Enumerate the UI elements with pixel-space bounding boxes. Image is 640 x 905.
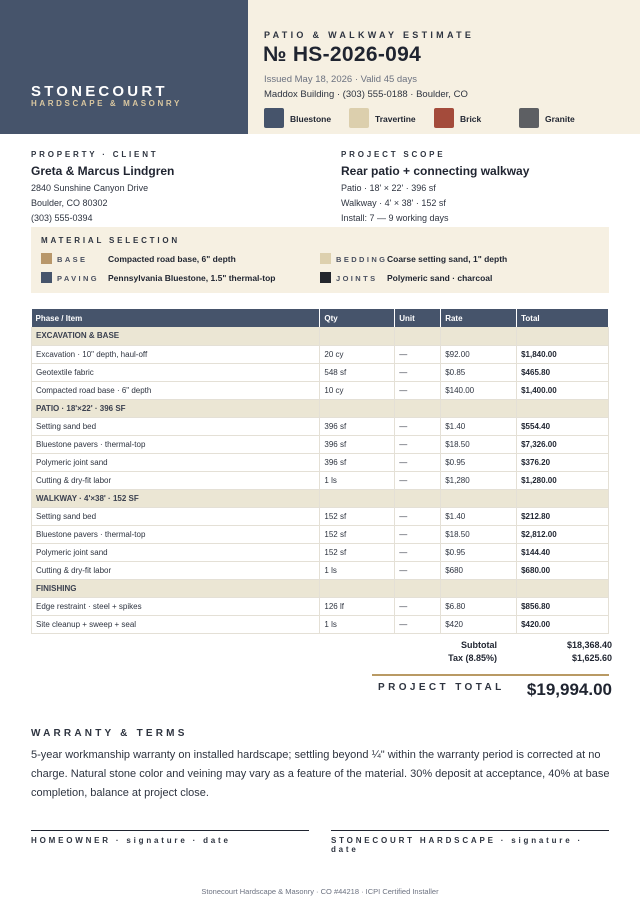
footer: Stonecourt Hardscape & Masonry · CO #44218 · ICPI Certified Installer: [201, 887, 439, 896]
cell-rate: $140.00: [441, 381, 517, 399]
cell-total: $465.80: [517, 363, 609, 381]
material-selection: [31, 227, 609, 293]
cell-item: Polymeric joint sand: [32, 543, 320, 561]
estimate-header: [248, 0, 640, 134]
cell-total: $7,326.00: [517, 435, 609, 453]
table-group-row: [32, 489, 609, 507]
material-kicker: MATERIAL SELECTION: [41, 236, 180, 245]
cell-total: $554.40: [517, 417, 609, 435]
material-bedding: [320, 253, 600, 265]
group-empty-cell: [517, 579, 609, 597]
group-empty-cell: [320, 489, 395, 507]
cell-rate: $18.50: [441, 435, 517, 453]
material-base: [41, 253, 301, 265]
cell-qty: 1 ls: [320, 615, 395, 633]
material-chip: [41, 272, 52, 283]
brand-panel: [0, 0, 248, 134]
cell-rate: $420: [441, 615, 517, 633]
cell-total: $376.20: [517, 453, 609, 471]
cell-unit: —: [395, 561, 441, 579]
brand-subtitle: HARDSCAPE & MASONRY: [31, 99, 182, 108]
cell-unit: —: [395, 381, 441, 399]
cell-qty: 152 sf: [320, 543, 395, 561]
table-group-row: [32, 399, 609, 417]
table-row: [32, 507, 609, 525]
cell-total: $1,400.00: [517, 381, 609, 399]
cell-total: $1,840.00: [517, 345, 609, 363]
group-empty-cell: [395, 579, 441, 597]
line-items-table: [31, 309, 609, 634]
swatch-granite: [519, 108, 539, 128]
cell-item: Setting sand bed: [32, 507, 320, 525]
cell-total: $1,280.00: [517, 471, 609, 489]
table-row: [32, 615, 609, 633]
cell-qty: 152 sf: [320, 507, 395, 525]
cell-qty: 396 sf: [320, 417, 395, 435]
project-total-label: PROJECT TOTAL: [378, 682, 505, 693]
group-empty-cell: [320, 399, 395, 417]
header-item: Phase / Item: [32, 309, 320, 327]
cell-rate: $92.00: [441, 345, 517, 363]
cell-rate: $0.95: [441, 543, 517, 561]
cell-unit: —: [395, 543, 441, 561]
table-row: [32, 597, 609, 615]
swatch-brick: [434, 108, 454, 128]
swatch-bluestone: [264, 108, 284, 128]
table-body: [32, 327, 609, 633]
cell-qty: 396 sf: [320, 435, 395, 453]
header-unit: Unit: [395, 309, 441, 327]
table-row: [32, 381, 609, 399]
group-label: WALKWAY · 4'×38' · 152 SF: [32, 489, 320, 507]
cell-unit: —: [395, 345, 441, 363]
table-row: [32, 363, 609, 381]
cell-unit: —: [395, 507, 441, 525]
cell-rate: $1.40: [441, 507, 517, 525]
cell-total: $856.80: [517, 597, 609, 615]
estimate-number: № HS-2026-094: [263, 43, 422, 66]
cell-item: Cutting & dry-fit labor: [32, 561, 320, 579]
cell-item: Bluestone pavers · thermal-top: [32, 525, 320, 543]
subtotal-row: [372, 640, 612, 653]
cell-unit: —: [395, 453, 441, 471]
material-chip: [320, 253, 331, 264]
table-group-row: [32, 327, 609, 345]
total-divider: [372, 674, 609, 676]
homeowner-signature-line[interactable]: HOMEOWNER · signature · date: [31, 830, 309, 845]
group-empty-cell: [320, 579, 395, 597]
cell-unit: —: [395, 525, 441, 543]
scope-install: Install: 7 — 9 working days: [341, 213, 449, 223]
project-total-value: $19,994.00: [526, 680, 612, 699]
material-paving: [41, 272, 311, 284]
table-row: [32, 435, 609, 453]
material-value: Coarse setting sand, 1" depth: [387, 254, 508, 264]
client-city-line: Boulder, CO 80302: [31, 198, 108, 208]
table-group-row: [32, 579, 609, 597]
table-header-row: [32, 309, 609, 327]
cell-qty: 396 sf: [320, 453, 395, 471]
group-empty-cell: [395, 399, 441, 417]
company-signature-line[interactable]: STONECOURT HARDSCAPE · signature · date: [331, 830, 609, 854]
cell-unit: —: [395, 417, 441, 435]
table-row: [32, 417, 609, 435]
group-empty-cell: [441, 399, 517, 417]
cell-unit: —: [395, 435, 441, 453]
warranty-terms: [31, 728, 611, 803]
warranty-kicker: WARRANTY & TERMS: [31, 728, 188, 739]
material-value: Polymeric sand · charcoal: [387, 273, 493, 283]
cell-qty: 20 cy: [320, 345, 395, 363]
cell-rate: $0.85: [441, 363, 517, 381]
estimate-client-line: Maddox Building · (303) 555-0188 · Boulder, CO: [264, 89, 468, 100]
group-label: FINISHING: [32, 579, 320, 597]
swatch-label: Travertine: [375, 114, 416, 124]
client-phone: (303) 555-0394: [31, 213, 93, 223]
cell-item: Excavation · 10" depth, haul-off: [32, 345, 320, 363]
subtotal-label: Subtotal: [461, 640, 497, 650]
cell-qty: 1 ls: [320, 471, 395, 489]
swatch-label: Granite: [545, 114, 575, 124]
scope-walkway: Walkway · 4' × 38' · 152 sf: [341, 198, 446, 208]
totals-summary: [372, 640, 612, 666]
cell-unit: —: [395, 363, 441, 381]
tax-value: $1,625.60: [571, 653, 612, 663]
warranty-text: 5-year workmanship warranty on installed hardscape; settling beyond ¼" within the warranty period is corrected at no charge. Natural stone color and veining may vary as a feature of the material. 30% deposit at acceptance, 40% at base completion, balance at project close.: [31, 749, 610, 799]
material-key: BEDDING: [336, 255, 388, 264]
table-row: [32, 525, 609, 543]
group-empty-cell: [441, 579, 517, 597]
property-kicker: PROPERTY · CLIENT: [31, 150, 159, 159]
swatch-row: [264, 108, 640, 130]
project-scope: [341, 150, 529, 223]
cell-unit: —: [395, 471, 441, 489]
cell-item: Compacted road base · 6" depth: [32, 381, 320, 399]
cell-item: Bluestone pavers · thermal-top: [32, 435, 320, 453]
cell-qty: 548 sf: [320, 363, 395, 381]
tax-row: [372, 653, 612, 666]
scope-kicker: PROJECT SCOPE: [341, 150, 446, 159]
material-value: Pennsylvania Bluestone, 1.5" thermal-top: [108, 273, 276, 283]
cell-item: Setting sand bed: [32, 417, 320, 435]
client-name: Greta & Marcus Lindgren: [31, 164, 175, 178]
tax-label: Tax (8.85%): [448, 653, 497, 663]
group-label: PATIO · 18'×22' · 396 SF: [32, 399, 320, 417]
cell-qty: 1 ls: [320, 561, 395, 579]
group-label: EXCAVATION & BASE: [32, 327, 320, 345]
property-client: [31, 150, 174, 223]
material-chip: [320, 272, 331, 283]
cell-total: $212.80: [517, 507, 609, 525]
cell-qty: 126 lf: [320, 597, 395, 615]
group-empty-cell: [517, 399, 609, 417]
scope-title: Rear patio + connecting walkway: [341, 164, 530, 178]
cell-item: Polymeric joint sand: [32, 453, 320, 471]
swatch-label: Brick: [460, 114, 482, 124]
material-key: JOINTS: [336, 274, 378, 283]
material-key: BASE: [57, 255, 88, 264]
header-qty: Qty: [320, 309, 395, 327]
material-key: PAVING: [57, 274, 100, 283]
material-chip: [41, 253, 52, 264]
cell-total: $2,812.00: [517, 525, 609, 543]
swatch-travertine: [349, 108, 369, 128]
table-row: [32, 453, 609, 471]
cell-total: $680.00: [517, 561, 609, 579]
material-joints: [320, 272, 600, 284]
cell-item: Site cleanup + sweep + seal: [32, 615, 320, 633]
cell-qty: 10 cy: [320, 381, 395, 399]
group-empty-cell: [517, 327, 609, 345]
cell-total: $144.40: [517, 543, 609, 561]
header-rate: Rate: [441, 309, 517, 327]
cell-rate: $1.40: [441, 417, 517, 435]
group-empty-cell: [320, 327, 395, 345]
cell-qty: 152 sf: [320, 525, 395, 543]
cell-unit: —: [395, 615, 441, 633]
table-row: [32, 543, 609, 561]
cell-rate: $1,280: [441, 471, 517, 489]
group-empty-cell: [395, 327, 441, 345]
header-total: Total: [517, 309, 609, 327]
table-row: [32, 561, 609, 579]
estimate-kicker: PATIO & WALKWAY ESTIMATE: [264, 30, 475, 40]
brand-name: STONECOURT: [31, 83, 168, 100]
scope-patio: Patio · 18' × 22' · 396 sf: [341, 183, 436, 193]
swatch-label: Bluestone: [290, 114, 332, 124]
cell-rate: $6.80: [441, 597, 517, 615]
material-value: Compacted road base, 6" depth: [108, 254, 236, 264]
group-empty-cell: [441, 489, 517, 507]
client-address-line: 2840 Sunshine Canyon Drive: [31, 183, 149, 193]
cell-item: Edge restraint · steel + spikes: [32, 597, 320, 615]
table-row: [32, 471, 609, 489]
cell-item: Cutting & dry-fit labor: [32, 471, 320, 489]
subtotal-value: $18,368.40: [566, 640, 612, 650]
group-empty-cell: [441, 327, 517, 345]
cell-rate: $680: [441, 561, 517, 579]
estimate-issued: Issued May 18, 2026 · Valid 45 days: [264, 74, 417, 85]
cell-rate: $0.95: [441, 453, 517, 471]
group-empty-cell: [517, 489, 609, 507]
cell-item: Geotextile fabric: [32, 363, 320, 381]
cell-unit: —: [395, 597, 441, 615]
cell-rate: $18.50: [441, 525, 517, 543]
cell-total: $420.00: [517, 615, 609, 633]
table-row: [32, 345, 609, 363]
group-empty-cell: [395, 489, 441, 507]
